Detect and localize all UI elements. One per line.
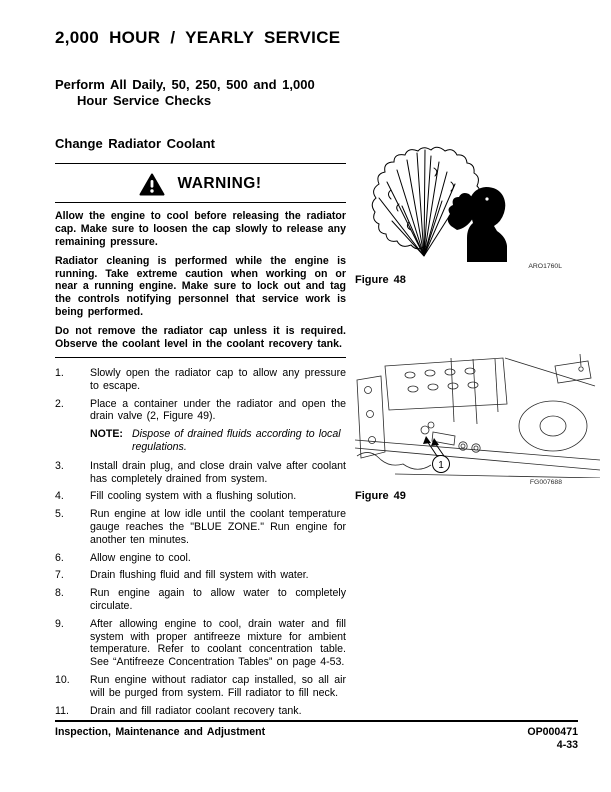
step-item	[55, 508, 346, 546]
step-number: 10.	[55, 673, 70, 686]
step-item	[55, 569, 346, 582]
step-item	[55, 490, 346, 503]
step-item	[55, 618, 346, 669]
figure-49-callout-1: 1	[438, 460, 444, 471]
figure-49-caption: Figure 49	[355, 490, 406, 502]
main-text-column	[55, 28, 346, 722]
step-item	[55, 552, 346, 565]
engine-drain-valve-drawing	[355, 352, 600, 478]
steam-burst-person-illustration	[367, 146, 535, 262]
divider	[55, 202, 346, 203]
footer-chapter-title: Inspection, Maintenance and Adjustment	[55, 726, 266, 738]
warning-paragraph: Do not remove the radiator cap unless it is required. Observe the coolant level in the coolant recovery tank.	[55, 325, 346, 351]
step-number: 9.	[55, 617, 64, 630]
step-text: Place a container under the radiator and open the drain valve (2, Figure 49).	[90, 397, 346, 423]
step-text: Run engine again to allow water to completely circulate.	[90, 587, 346, 612]
procedure-steps	[55, 367, 346, 717]
step-item	[55, 587, 346, 613]
note-block	[90, 428, 346, 454]
step-text: Run engine at low idle until the coolant temperature gauge reaches the "BLUE ZONE." Run engine for another ten minutes.	[90, 508, 346, 546]
step-number: 7.	[55, 569, 64, 582]
divider	[55, 357, 346, 358]
step-number: 1.	[55, 366, 64, 379]
footer-page-number: 4-33	[556, 738, 578, 751]
section-heading: Change Radiator Coolant	[55, 136, 216, 151]
subsection-title-line2: Hour Service Checks	[77, 93, 212, 108]
step-number: 2.	[55, 397, 64, 410]
step-text: Run engine without radiator cap installed, so all air will be purged from system. Fill radiator to fill neck.	[90, 673, 346, 699]
page-footer	[55, 720, 578, 751]
step-text: Drain flushing fluid and fill system with water.	[90, 569, 309, 582]
warning-paragraph: Allow the engine to cool before releasing the radiator cap. Make sure to loosen the cap slowly to release any remaining pressure.	[55, 210, 346, 248]
figure-48-caption: Figure 48	[355, 274, 406, 286]
step-text: Allow engine to cool.	[90, 551, 191, 564]
step-number: 4.	[55, 490, 64, 503]
divider	[55, 163, 346, 164]
figure-49-image-code: FG007688	[529, 479, 562, 486]
step-text: After allowing engine to cool, drain water and fill system with proper antifreeze mixture for ambient temperature. Refer to coolant concentration table. See “Antifreeze Concentration Tables” on page 4-53.	[90, 617, 346, 669]
step-text: Drain and fill radiator coolant recovery tank.	[90, 704, 302, 717]
subsection-title	[55, 77, 346, 109]
step-number: 5.	[55, 508, 64, 521]
step-number: 6.	[55, 551, 64, 564]
step-number: 3.	[55, 459, 64, 472]
warning-label: WARNING!	[177, 175, 262, 192]
step-text: Slowly open the radiator cap to allow any pressure to escape.	[90, 366, 346, 392]
step-text: Install drain plug, and close drain valve after coolant has completely drained from system.	[90, 459, 346, 485]
step-item	[55, 674, 346, 700]
subsection-title-line1: Perform All Daily, 50, 250, 500 and 1,000	[55, 77, 315, 92]
figure-48-image-code: ARO1760L	[528, 263, 562, 270]
step-number: 8.	[55, 587, 64, 600]
step-item	[55, 398, 346, 424]
figure-49	[355, 352, 600, 502]
note-label: NOTE:	[90, 428, 123, 441]
step-item	[55, 705, 346, 718]
figure-48	[355, 146, 600, 286]
footer-page-info	[527, 726, 578, 751]
step-number: 11.	[55, 704, 69, 717]
note-text: Dispose of drained fluids according to local regulations.	[132, 428, 341, 453]
warning-triangle-icon	[139, 173, 165, 196]
step-item	[55, 367, 346, 393]
step-text: Fill cooling system with a flushing solution.	[90, 490, 297, 503]
footer-doc-code: OP000471	[527, 726, 578, 738]
page-title: 2,000 HOUR / YEARLY SERVICE	[55, 28, 341, 47]
step-item	[55, 460, 346, 486]
warning-paragraph: Radiator cleaning is performed while the engine is running. Take extreme caution when working on or near a running engine. Make sure to lock out and tag the controls notifying personnel that service work is being performed.	[55, 254, 346, 319]
warning-banner	[55, 170, 346, 198]
